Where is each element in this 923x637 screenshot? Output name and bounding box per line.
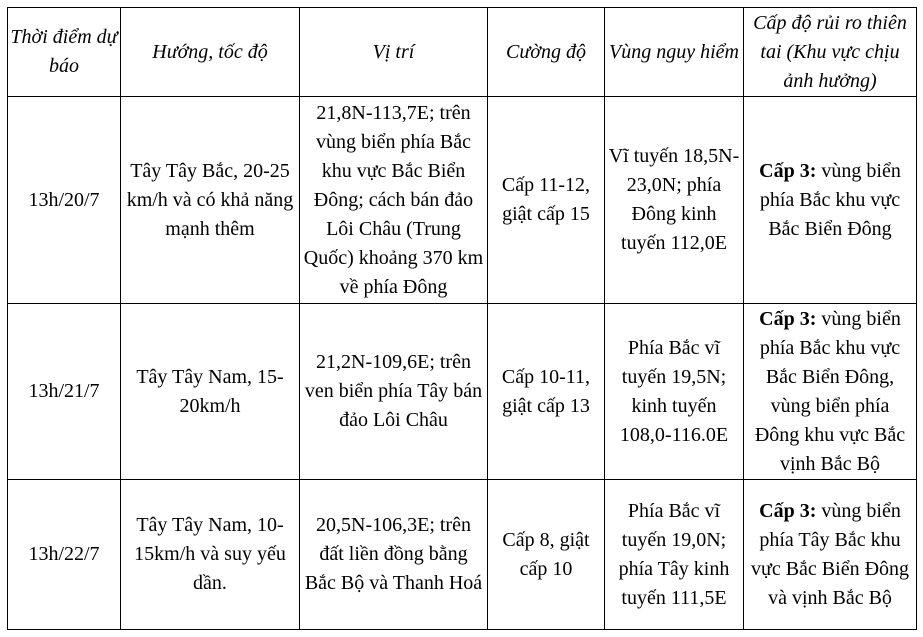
cell-direction-speed: Tây Tây Nam, 15-20km/h [121, 304, 300, 480]
risk-area-text: vùng biển phía Tây Bắc khu vực Bắc Biển Đông và vịnh Bắc Bộ [750, 499, 910, 609]
cell-danger-zone: Phía Bắc vĩ tuyến 19,0N; phía Tây kinh tuyến 111,5E [605, 480, 744, 630]
risk-area-text: vùng biển phía Bắc khu vực Bắc Biển Đông, vùng biển phía Đông khu vực Bắc vịnh Bắc Bộ [754, 307, 906, 475]
cell-danger-zone: Vĩ tuyến 18,5N-23,0N; phía Đông kinh tuyến 112,0E [605, 97, 744, 304]
cell-danger-zone: Phía Bắc vĩ tuyến 19,5N; kinh tuyến 108,0-116.0E [605, 304, 744, 480]
table-header-row [8, 8, 917, 97]
table-row [8, 480, 917, 630]
cell-position: 21,8N-113,7E; trên vùng biển phía Bắc khu vực Bắc Biển Đông; cách bán đảo Lôi Châu (Trung Quốc) khoảng 370 km về phía Đông [300, 97, 488, 304]
cell-risk [744, 480, 917, 630]
cell-intensity: Cấp 8, giật cấp 10 [488, 480, 605, 630]
storm-forecast-table [7, 7, 917, 630]
header-risk-level: Cấp độ rủi ro thiên tai (Khu vực chịu ảnh hưởng) [744, 8, 917, 97]
header-intensity: Cường độ [488, 8, 605, 97]
header-direction-speed: Hướng, tốc độ [121, 8, 300, 97]
cell-position: 20,5N-106,3E; trên đất liền đồng bằng Bắc Bộ và Thanh Hoá [300, 480, 488, 630]
risk-level-label: Cấp 3: [759, 159, 817, 182]
risk-level-label: Cấp 3: [759, 307, 817, 330]
table-row [8, 304, 917, 480]
cell-risk [744, 304, 917, 480]
cell-direction-speed: Tây Tây Bắc, 20-25 km/h và có khả năng mạnh thêm [121, 97, 300, 304]
cell-direction-speed: Tây Tây Nam, 10-15km/h và suy yếu dần. [121, 480, 300, 630]
header-danger-zone: Vùng nguy hiểm [605, 8, 744, 97]
risk-level-label: Cấp 3: [759, 499, 817, 522]
cell-intensity: Cấp 10-11, giật cấp 13 [488, 304, 605, 480]
cell-time: 13h/21/7 [8, 304, 121, 480]
cell-position: 21,2N-109,6E; trên ven biển phía Tây bán đảo Lôi Châu [300, 304, 488, 480]
cell-intensity: Cấp 11-12, giật cấp 15 [488, 97, 605, 304]
cell-risk [744, 97, 917, 304]
table-row [8, 97, 917, 304]
risk-area-text: vùng biển phía Bắc khu vực Bắc Biển Đông [759, 159, 901, 240]
cell-time: 13h/22/7 [8, 480, 121, 630]
header-position: Vị trí [300, 8, 488, 97]
header-forecast-time: Thời điểm dự báo [8, 8, 121, 97]
cell-time: 13h/20/7 [8, 97, 121, 304]
